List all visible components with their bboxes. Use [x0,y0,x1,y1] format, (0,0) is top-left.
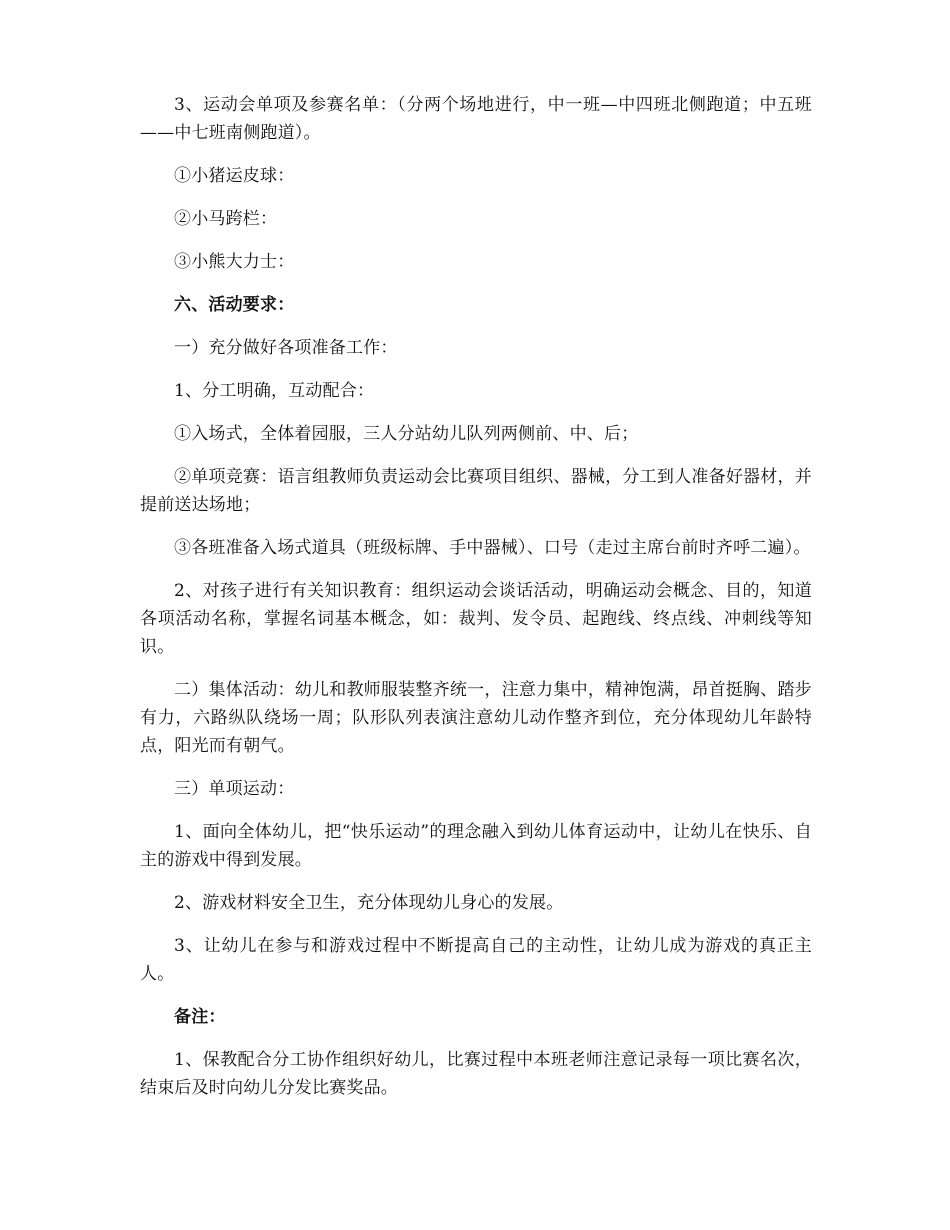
paragraph-sports-point-3: 3、让幼儿在参与和游戏过程中不断提高自己的主动性，让幼儿成为游戏的真正主人。 [140,936,812,984]
paragraph-class-props: ③各班准备入场式道具（班级标牌、手中器械）、口号（走过主席台前时齐呼二遍）。 [174,538,811,558]
paragraph-individual-events: ②单项竞赛：语言组教师负责运动会比赛项目组织、器械，分工到人准备好器材，并提前送达场地； [140,467,812,515]
paragraph-note-1: 1、保教配合分工协作组织好幼儿，比赛过程中本班老师注意记录每一项比赛名次，结束后及时向幼儿分发比赛奖品。 [140,1050,812,1098]
paragraph-division-of-labor: 1、分工明确，互动配合： [174,381,375,401]
paragraph-sports-point-1: 1、面向全体幼儿，把“快乐运动”的理念融入到幼儿体育运动中，让幼儿在快乐、自主的游戏中得到发展。 [140,822,812,870]
paragraph-event-item-2: ②小马跨栏： [174,209,278,229]
paragraph-event-list-intro: 3、运动会单项及参赛名单：（分两个场地进行，中一班—中四班北侧跑道；中五班——中七班南侧跑道）。 [140,95,812,143]
document-body [140,91,812,1117]
section-heading-requirements: 六、活动要求： [174,295,295,315]
paragraph-sports-point-2: 2、游戏材料安全卫生，充分体现幼儿身心的发展。 [174,893,564,913]
paragraph-preparation-heading: 一）充分做好各项准备工作： [174,338,398,358]
paragraph-entrance-ceremony: ①入场式，全体着园服，三人分站幼儿队列两侧前、中、后； [174,424,639,444]
paragraph-knowledge-education: 2、对孩子进行有关知识教育：组织运动会谈话活动，明确运动会概念、目的，知道各项活动名称，掌握名词基本概念，如：裁判、发令员、起跑线、终点线、冲刺线等知识。 [140,581,812,657]
paragraph-event-item-3: ③小熊大力士： [174,252,295,272]
section-heading-notes: 备注： [174,1007,226,1027]
paragraph-individual-sports-heading: 三）单项运动： [174,779,295,799]
paragraph-event-item-1: ①小猪运皮球： [174,166,295,186]
paragraph-group-activity: 二）集体活动：幼儿和教师服装整齐统一，注意力集中，精神饱满，昂首挺胸、踏步有力，六路纵队绕场一周；队形队列表演注意幼儿动作整齐到位，充分体现幼儿年龄特点，阳光而有朝气。 [140,680,812,756]
